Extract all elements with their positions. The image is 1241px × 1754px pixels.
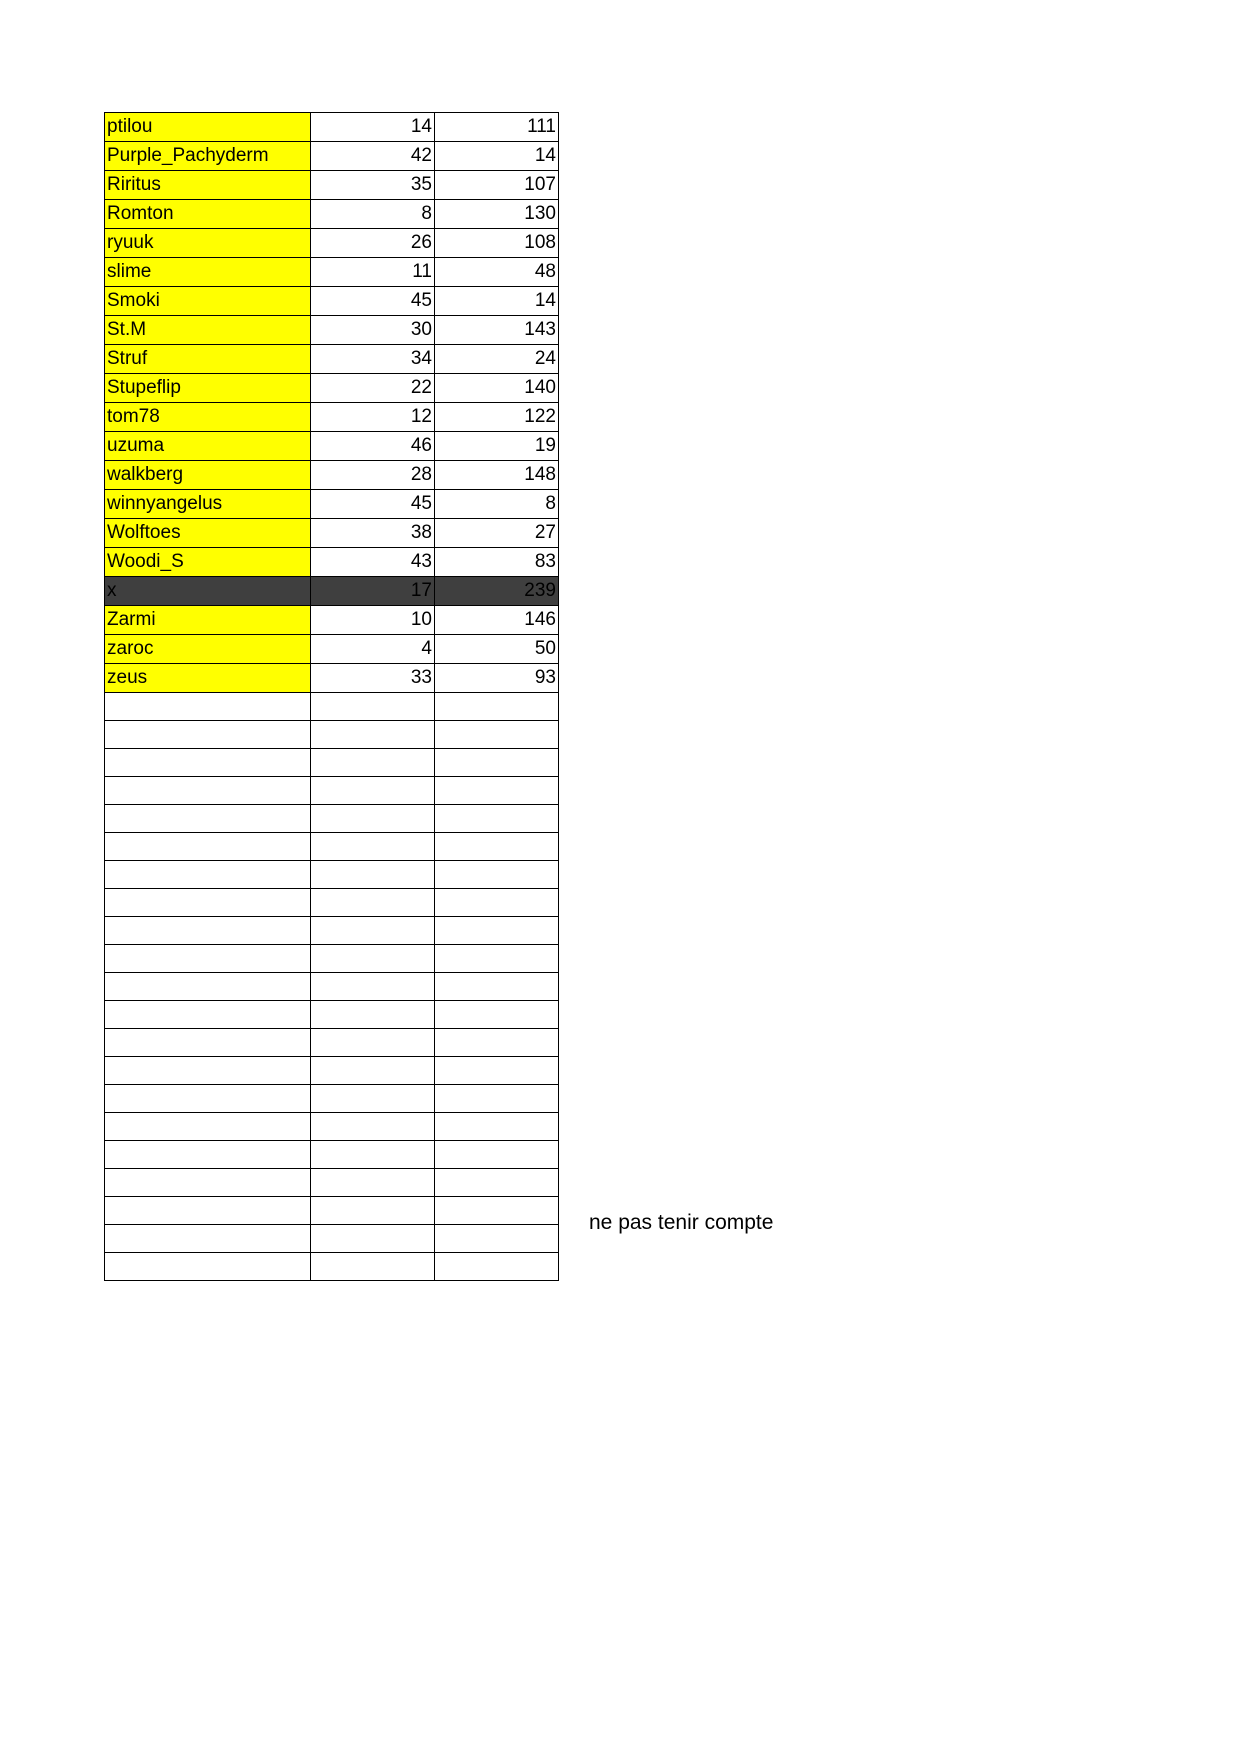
value-b-cell[interactable]	[435, 861, 559, 889]
value-a-cell[interactable]	[311, 1169, 435, 1197]
value-b-cell[interactable]	[435, 1085, 559, 1113]
value-b-cell[interactable]: 24	[435, 345, 559, 374]
table-row	[105, 749, 559, 777]
score-table	[104, 112, 559, 1281]
table-row	[105, 403, 559, 432]
value-b-cell[interactable]	[435, 1001, 559, 1029]
table-row	[105, 721, 559, 749]
player-name-cell[interactable]: zeus	[105, 664, 311, 693]
value-a-cell[interactable]	[311, 805, 435, 833]
value-a-cell[interactable]: 8	[311, 200, 435, 229]
value-a-cell[interactable]	[311, 1029, 435, 1057]
value-a-cell[interactable]: 42	[311, 142, 435, 171]
table-row	[105, 1141, 559, 1169]
player-name-cell[interactable]	[105, 973, 311, 1001]
value-b-cell[interactable]: 122	[435, 403, 559, 432]
value-a-cell[interactable]: 46	[311, 432, 435, 461]
table-row	[105, 635, 559, 664]
value-b-cell[interactable]: 108	[435, 229, 559, 258]
value-b-cell[interactable]: 143	[435, 316, 559, 345]
value-a-cell[interactable]	[311, 861, 435, 889]
table-row	[105, 229, 559, 258]
table-row	[105, 432, 559, 461]
player-name-cell[interactable]	[105, 917, 311, 945]
value-a-cell[interactable]	[311, 1197, 435, 1225]
value-a-cell[interactable]	[311, 945, 435, 973]
value-b-cell[interactable]: 14	[435, 287, 559, 316]
player-name-cell[interactable]	[105, 721, 311, 749]
value-b-cell[interactable]: 148	[435, 461, 559, 490]
value-a-cell[interactable]: 43	[311, 548, 435, 577]
player-name-cell[interactable]	[105, 805, 311, 833]
value-b-cell[interactable]: 50	[435, 635, 559, 664]
value-b-cell[interactable]: 140	[435, 374, 559, 403]
value-a-cell[interactable]: 34	[311, 345, 435, 374]
value-a-cell[interactable]: 28	[311, 461, 435, 490]
side-note: ne pas tenir compte	[589, 1211, 774, 1234]
value-b-cell[interactable]	[435, 917, 559, 945]
table-row	[105, 490, 559, 519]
value-a-cell[interactable]	[311, 1113, 435, 1141]
table-row	[105, 833, 559, 861]
value-b-cell[interactable]	[435, 749, 559, 777]
value-b-cell[interactable]	[435, 833, 559, 861]
value-b-cell[interactable]	[435, 1197, 559, 1225]
player-name-cell[interactable]: tom78	[105, 403, 311, 432]
value-b-cell[interactable]: 19	[435, 432, 559, 461]
table-row	[105, 577, 559, 606]
value-a-cell[interactable]	[311, 973, 435, 1001]
value-a-cell[interactable]: 14	[311, 113, 435, 142]
player-name-cell[interactable]: uzuma	[105, 432, 311, 461]
value-a-cell[interactable]: 33	[311, 664, 435, 693]
table-row	[105, 316, 559, 345]
value-b-cell[interactable]	[435, 945, 559, 973]
player-name-cell[interactable]: Stupeflip	[105, 374, 311, 403]
value-b-cell[interactable]: 27	[435, 519, 559, 548]
player-name-cell[interactable]	[105, 1169, 311, 1197]
player-name-cell[interactable]	[105, 1253, 311, 1281]
player-name-cell[interactable]: Zarmi	[105, 606, 311, 635]
value-a-cell[interactable]	[311, 1253, 435, 1281]
player-name-cell[interactable]: zaroc	[105, 635, 311, 664]
table-row	[105, 606, 559, 635]
player-name-cell[interactable]	[105, 1057, 311, 1085]
value-a-cell[interactable]	[311, 721, 435, 749]
player-name-cell[interactable]	[105, 1029, 311, 1057]
player-name-cell[interactable]	[105, 1085, 311, 1113]
player-name-cell[interactable]	[105, 945, 311, 973]
value-a-cell[interactable]	[311, 777, 435, 805]
table-row	[105, 1113, 559, 1141]
table-row	[105, 664, 559, 693]
player-name-cell[interactable]: St.M	[105, 316, 311, 345]
player-name-cell[interactable]: Struf	[105, 345, 311, 374]
value-a-cell[interactable]	[311, 1001, 435, 1029]
table-row	[105, 1169, 559, 1197]
table-row	[105, 200, 559, 229]
value-a-cell[interactable]: 45	[311, 287, 435, 316]
value-a-cell[interactable]: 17	[311, 577, 435, 606]
value-a-cell[interactable]	[311, 1141, 435, 1169]
value-b-cell[interactable]: 93	[435, 664, 559, 693]
table-row	[105, 1197, 559, 1225]
player-name-cell[interactable]	[105, 833, 311, 861]
value-a-cell[interactable]	[311, 749, 435, 777]
table-row	[105, 1057, 559, 1085]
value-a-cell[interactable]	[311, 833, 435, 861]
value-b-cell[interactable]: 14	[435, 142, 559, 171]
player-name-cell[interactable]	[105, 749, 311, 777]
value-a-cell[interactable]	[311, 693, 435, 721]
table-row	[105, 945, 559, 973]
player-name-cell[interactable]: Purple_Pachyderm	[105, 142, 311, 171]
table-row	[105, 142, 559, 171]
table-row	[105, 1001, 559, 1029]
value-b-cell[interactable]	[435, 777, 559, 805]
table-row	[105, 374, 559, 403]
value-a-cell[interactable]: 45	[311, 490, 435, 519]
value-b-cell[interactable]: 107	[435, 171, 559, 200]
player-name-cell[interactable]: Woodi_S	[105, 548, 311, 577]
player-name-cell[interactable]: x	[105, 577, 311, 606]
value-b-cell[interactable]: 48	[435, 258, 559, 287]
table-row	[105, 258, 559, 287]
value-a-cell[interactable]: 35	[311, 171, 435, 200]
value-b-cell[interactable]: 239	[435, 577, 559, 606]
value-b-cell[interactable]	[435, 1029, 559, 1057]
player-name-cell[interactable]: ryuuk	[105, 229, 311, 258]
player-name-cell[interactable]	[105, 1113, 311, 1141]
value-b-cell[interactable]	[435, 1141, 559, 1169]
value-a-cell[interactable]	[311, 1085, 435, 1113]
value-a-cell[interactable]	[311, 1225, 435, 1253]
player-name-cell[interactable]	[105, 861, 311, 889]
value-b-cell[interactable]	[435, 973, 559, 1001]
value-b-cell[interactable]	[435, 1225, 559, 1253]
value-a-cell[interactable]: 38	[311, 519, 435, 548]
value-a-cell[interactable]	[311, 917, 435, 945]
table-row	[105, 1029, 559, 1057]
value-b-cell[interactable]: 111	[435, 113, 559, 142]
table-row	[105, 805, 559, 833]
value-a-cell[interactable]: 10	[311, 606, 435, 635]
value-b-cell[interactable]: 8	[435, 490, 559, 519]
value-a-cell[interactable]	[311, 889, 435, 917]
table-row	[105, 1253, 559, 1281]
value-b-cell[interactable]	[435, 1169, 559, 1197]
player-name-cell[interactable]: Smoki	[105, 287, 311, 316]
player-name-cell[interactable]: Wolftoes	[105, 519, 311, 548]
table-row	[105, 693, 559, 721]
value-a-cell[interactable]: 30	[311, 316, 435, 345]
value-b-cell[interactable]	[435, 805, 559, 833]
player-name-cell[interactable]	[105, 889, 311, 917]
table-row	[105, 287, 559, 316]
table-row	[105, 861, 559, 889]
player-name-cell[interactable]	[105, 1225, 311, 1253]
player-name-cell[interactable]	[105, 777, 311, 805]
value-a-cell[interactable]: 11	[311, 258, 435, 287]
player-name-cell[interactable]	[105, 1141, 311, 1169]
value-b-cell[interactable]: 146	[435, 606, 559, 635]
table-row	[105, 777, 559, 805]
value-b-cell[interactable]	[435, 1253, 559, 1281]
table-row	[105, 345, 559, 374]
table-row	[105, 1085, 559, 1113]
table-row	[105, 973, 559, 1001]
player-name-cell[interactable]	[105, 1001, 311, 1029]
player-name-cell[interactable]: walkberg	[105, 461, 311, 490]
player-name-cell[interactable]: Romton	[105, 200, 311, 229]
table-row	[105, 171, 559, 200]
table-row	[105, 113, 559, 142]
player-name-cell[interactable]	[105, 1197, 311, 1225]
value-a-cell[interactable]: 12	[311, 403, 435, 432]
value-b-cell[interactable]: 83	[435, 548, 559, 577]
value-a-cell[interactable]: 4	[311, 635, 435, 664]
value-a-cell[interactable]: 26	[311, 229, 435, 258]
table-row	[105, 461, 559, 490]
player-name-cell[interactable]: winnyangelus	[105, 490, 311, 519]
table-row	[105, 917, 559, 945]
table-row	[105, 519, 559, 548]
score-table-body	[105, 113, 559, 1281]
player-name-cell[interactable]: Riritus	[105, 171, 311, 200]
table-row	[105, 889, 559, 917]
table-row	[105, 548, 559, 577]
value-b-cell[interactable]: 130	[435, 200, 559, 229]
value-b-cell[interactable]	[435, 693, 559, 721]
value-a-cell[interactable]: 22	[311, 374, 435, 403]
value-b-cell[interactable]	[435, 889, 559, 917]
value-b-cell[interactable]	[435, 721, 559, 749]
player-name-cell[interactable]: ptilou	[105, 113, 311, 142]
table-row	[105, 1225, 559, 1253]
player-name-cell[interactable]	[105, 693, 311, 721]
value-a-cell[interactable]	[311, 1057, 435, 1085]
player-name-cell[interactable]: slime	[105, 258, 311, 287]
value-b-cell[interactable]	[435, 1057, 559, 1085]
value-b-cell[interactable]	[435, 1113, 559, 1141]
